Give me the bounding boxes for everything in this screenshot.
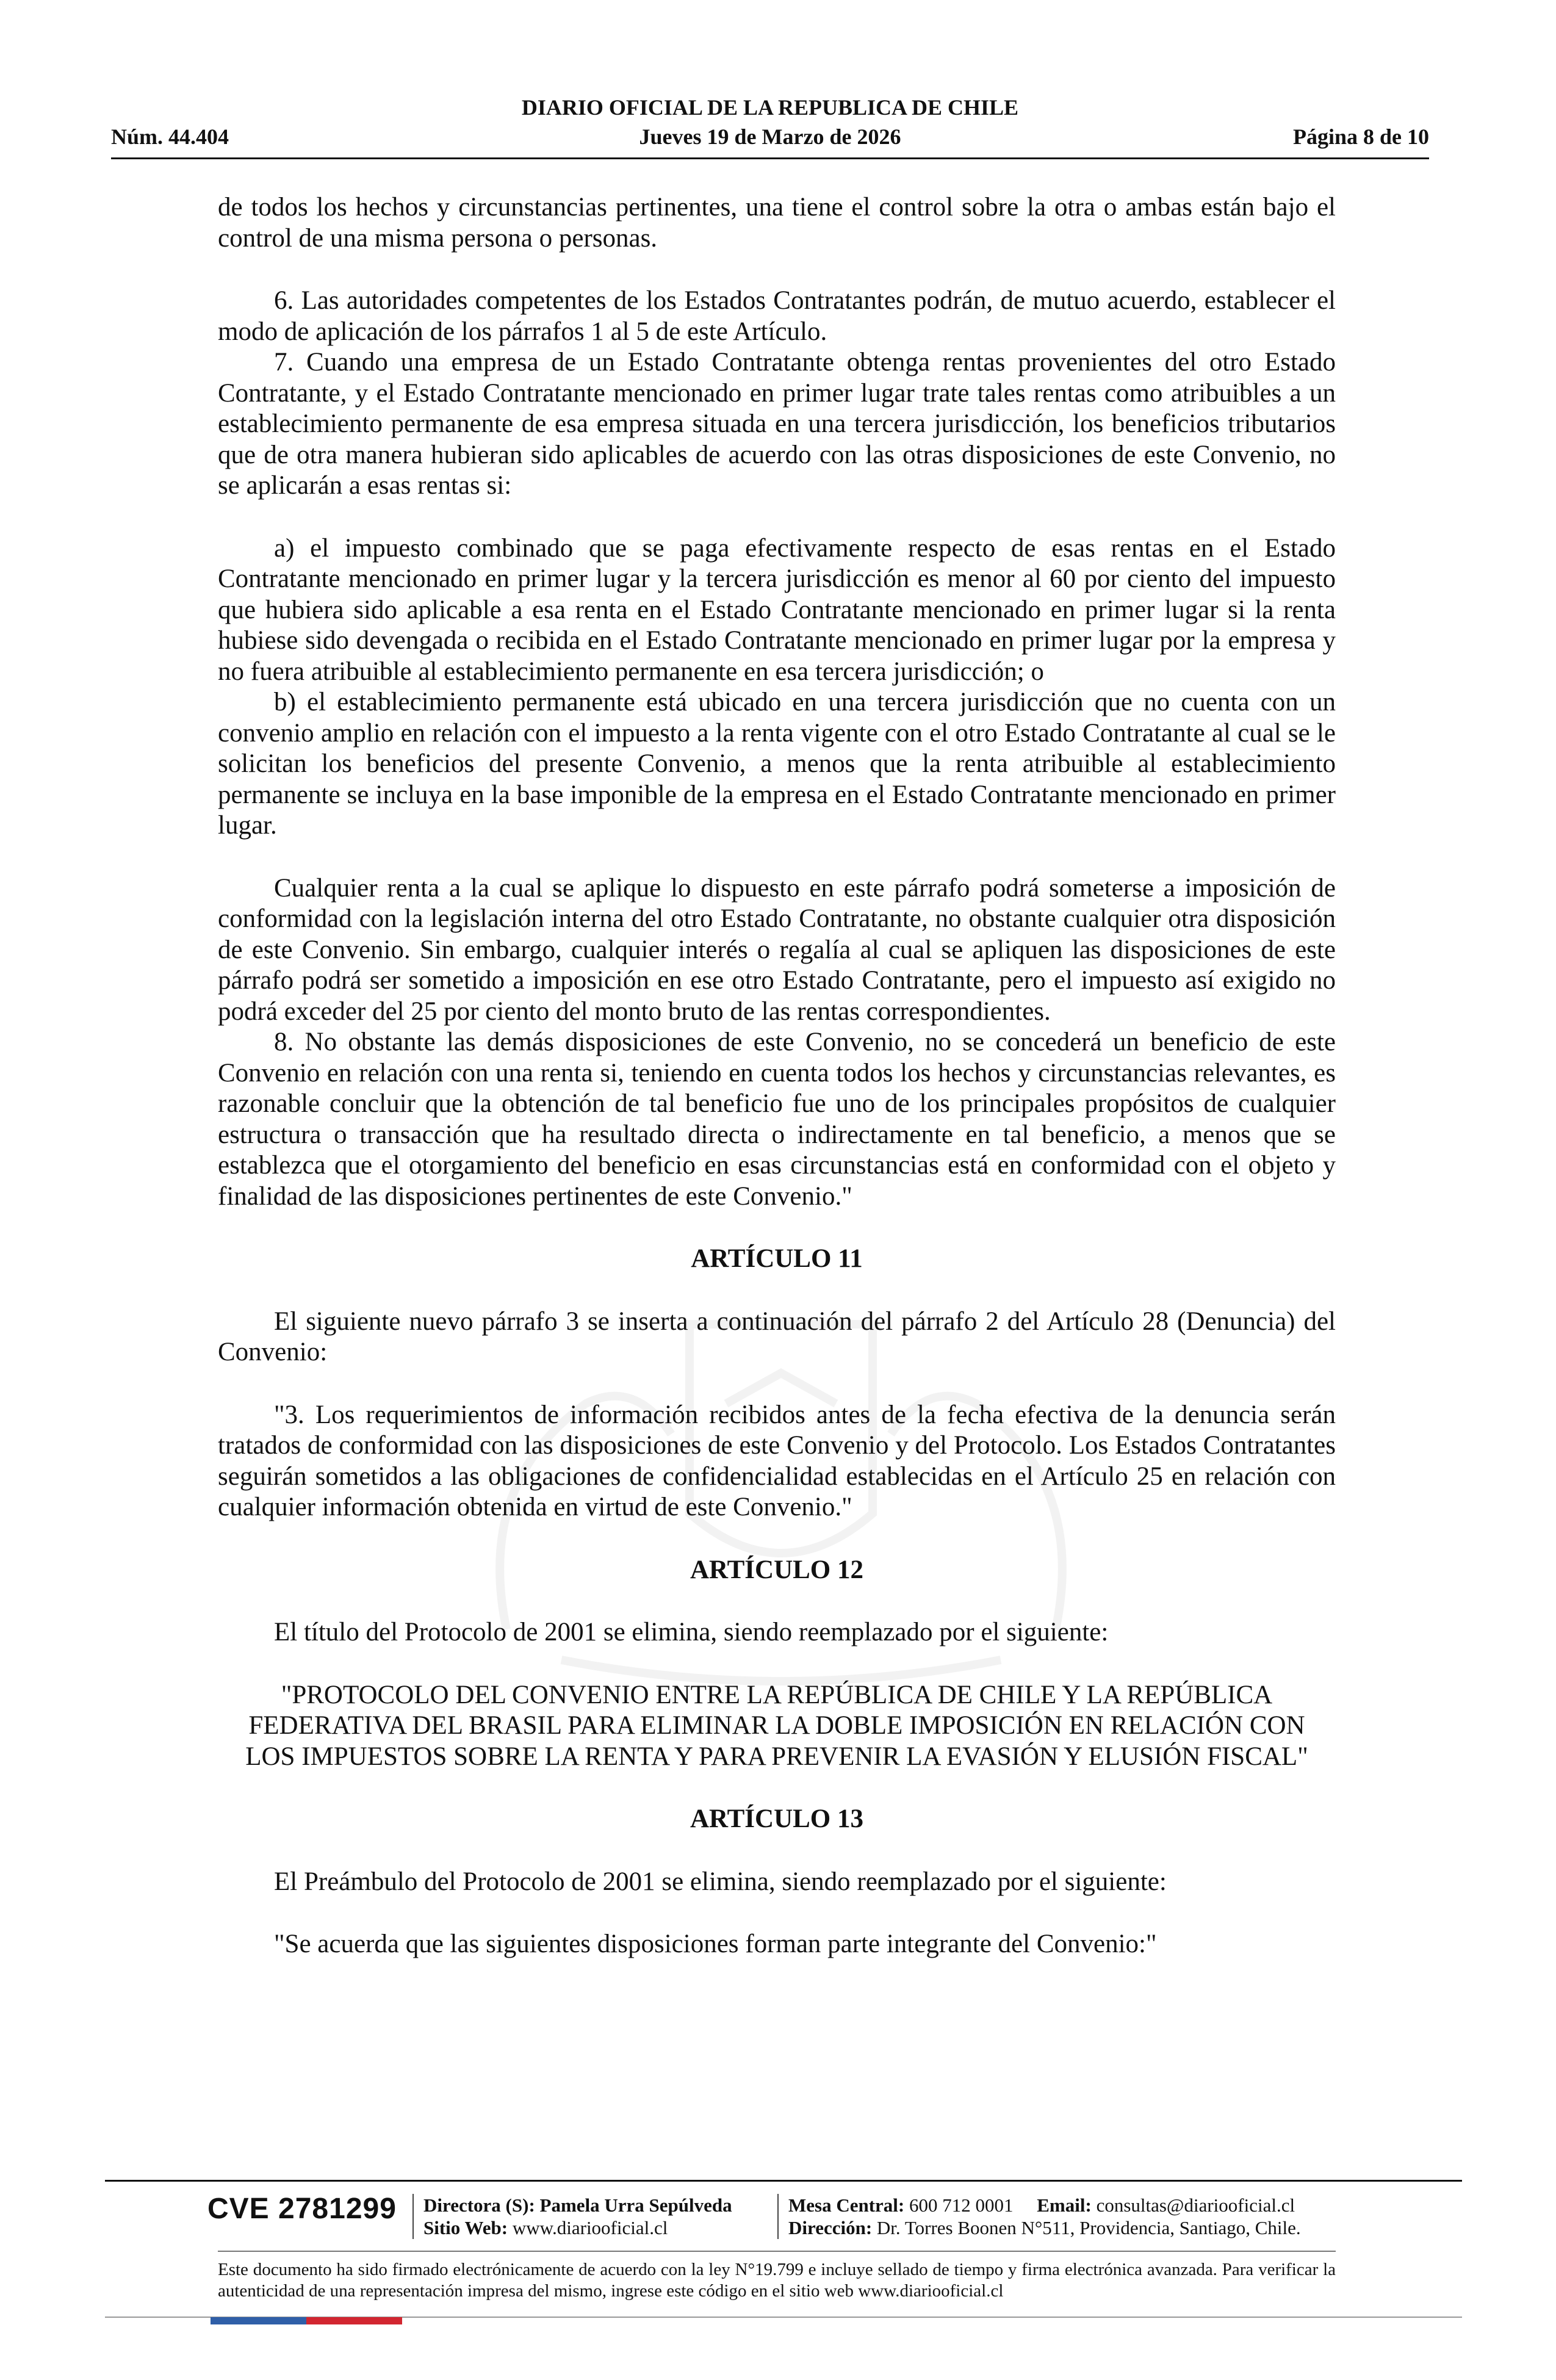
articulo-12-protocol-title: "PROTOCOLO DEL CONVENIO ENTRE LA REPÚBLICA DE CHILE Y LA REPÚBLICA FEDERATIVA DEL BRASIL PARA ELIMINAR LA DOBLE IMPOSICIÓN EN RELACIÓN CON LOS IMPUESTOS SOBRE LA RENTA Y PARA PREVENIR LA EVASIÓN Y ELUSIÓN FISCAL": [245, 1680, 1308, 1771]
issue-date: Jueves 19 de Marzo de 2026: [639, 124, 901, 149]
issue-number: Núm. 44.404: [111, 124, 229, 149]
director-label: Directora (S):: [423, 2194, 535, 2216]
flag-blue-band: [211, 2317, 306, 2324]
footer-inner-divider: [218, 2251, 1336, 2252]
articulo-11-intro: El siguiente nuevo párrafo 3 se inserta a continuación del párrafo 2 del Artículo 28 (Denuncia) del Convenio:: [218, 1307, 1336, 1366]
website-label: Sitio Web:: [423, 2217, 508, 2238]
page-indicator: Página 8 de 10: [1292, 124, 1429, 149]
page-header: [111, 95, 1429, 156]
newspaper-title: DIARIO OFICIAL DE LA REPUBLICA DE CHILE: [521, 95, 1019, 120]
phone-label: Mesa Central:: [788, 2194, 905, 2216]
header-divider: [111, 157, 1429, 159]
articulo-13-text: "Se acuerda que las siguientes disposiciones forman parte integrante del Convenio:": [274, 1930, 1157, 1958]
email-label: Email:: [1037, 2194, 1092, 2216]
paragraph-7a: a) el impuesto combinado que se paga efectivamente respecto de esas rentas en el Estado Contratante mencionado en primer lugar y la tercera jurisdicción es menor al 60 por ciento del impuesto que hubiera sido aplicable a esa renta en el Estado Contratante mencionado en primer lugar si la renta hubiese sido devengada o recibida en el Estado Contratante mencionado en primer lugar por la empresa y no fuera atribuible al establecimiento permanente en esa tercera jurisdicción; o: [218, 533, 1336, 686]
heading-articulo-11: ARTÍCULO 11: [691, 1244, 863, 1273]
footer-divider: [105, 2180, 1462, 2182]
articulo-11-text: "3. Los requerimientos de información recibidos antes de la fecha efectiva de la denuncia serán tratados de conformidad con las disposiciones de este Convenio y del Protocolo. Los Estados Contratantes seguirán sometidos a las obligaciones de confidencialidad establecidas en el Artículo 25 en relación con cualquier información obtenida en virtud de este Convenio.": [218, 1400, 1336, 1521]
cve-code: CVE 2781299: [207, 2193, 397, 2225]
flag-stripe: [211, 2317, 402, 2324]
flag-red-band: [306, 2317, 402, 2324]
paragraph-6: 6. Las autoridades competentes de los Estados Contratantes podrán, de mutuo acuerdo, establecer el modo de aplicación de los párrafos 1 al 5 de este Artículo.: [218, 286, 1336, 346]
paragraph-continuation: de todos los hechos y circunstancias pertinentes, una tiene el control sobre la otra o ambas están bajo el control de una misma persona o personas.: [218, 193, 1336, 253]
paragraph-8: 8. No obstante las demás disposiciones de este Convenio, no se concederá un beneficio de este Convenio en relación con una renta si, teniendo en cuenta todos los hechos y circunstancias relevantes, es razonable concluir que la obtención de tal beneficio fue uno de los principales propósitos de cualquier estructura o transacción que ha resultado directa o indirectamente en tal beneficio, a menos que se establezca que el otorgamiento del beneficio en esas circunstancias está en conformidad con el objeto y finalidad de las disposiciones pertinentes de este Convenio.": [218, 1028, 1336, 1211]
articulo-13-intro: El Preámbulo del Protocolo de 2001 se elimina, siendo reemplazado por el siguiente:: [274, 1867, 1167, 1896]
document-body: [218, 192, 1336, 1960]
paragraph-7b: b) el establecimiento permanente está ubicado en una tercera jurisdicción que no cuenta con un convenio amplio en relación con el impuesto a la renta vigente con el otro Estado Contratante al cual se le solicitan los beneficios del presente Convenio, a menos que la renta atribuible al establecimiento permanente se incluya en la base imponible de la empresa en el Estado Contratante mencionado en primer lugar.: [218, 688, 1336, 840]
website-link[interactable]: www.diariooficial.cl: [512, 2217, 668, 2238]
heading-articulo-12: ARTÍCULO 12: [690, 1555, 863, 1584]
footer-contact-block: [777, 2194, 1301, 2239]
footer-director-block: [412, 2194, 732, 2239]
director-name: Pamela Urra Sepúlveda: [539, 2194, 732, 2216]
heading-articulo-13: ARTÍCULO 13: [690, 1805, 863, 1833]
address-label: Dirección:: [788, 2217, 873, 2238]
articulo-12-intro: El título del Protocolo de 2001 se elimina, siendo reemplazado por el siguiente:: [274, 1618, 1109, 1646]
paragraph-7: 7. Cuando una empresa de un Estado Contratante obtenga rentas provenientes del otro Estado Contratante, y el Estado Contratante mencionado en primer lugar trate tales rentas como atribuibles a un establecimiento permanente de esa empresa situada en una tercera jurisdicción, los beneficios tributarios que de otra manera hubieran sido aplicables de acuerdo con las otras disposiciones de este Convenio, no se aplicarán a esas rentas si:: [218, 348, 1336, 500]
phone-value: 600 712 0001: [909, 2194, 1014, 2216]
address-value: Dr. Torres Boonen N°511, Providencia, Santiago, Chile.: [876, 2217, 1301, 2238]
email-link[interactable]: consultas@diariooficial.cl: [1096, 2194, 1295, 2216]
paragraph-7-final: Cualquier renta a la cual se aplique lo dispuesto en este párrafo podrá someterse a imposición de conformidad con la legislación interna del otro Estado Contratante, no obstante cualquier otra disposición de este Convenio. Sin embargo, cualquier interés o regalía al cual se apliquen las disposiciones de este párrafo podrá ser sometido a imposición en ese otro Estado Contratante, pero el impuesto así exigido no podrá exceder del 25 por ciento del monto bruto de las rentas correspondientes.: [218, 873, 1336, 1026]
electronic-signature-notice: Este documento ha sido firmado electrónicamente de acuerdo con la ley N°19.799 e incluye sellado de tiempo y firma electrónica avanzada. Para verificar la autenticidad de una representación impresa del mismo, ingrese este código en el sitio web www.diariooficial.cl: [218, 2260, 1336, 2301]
